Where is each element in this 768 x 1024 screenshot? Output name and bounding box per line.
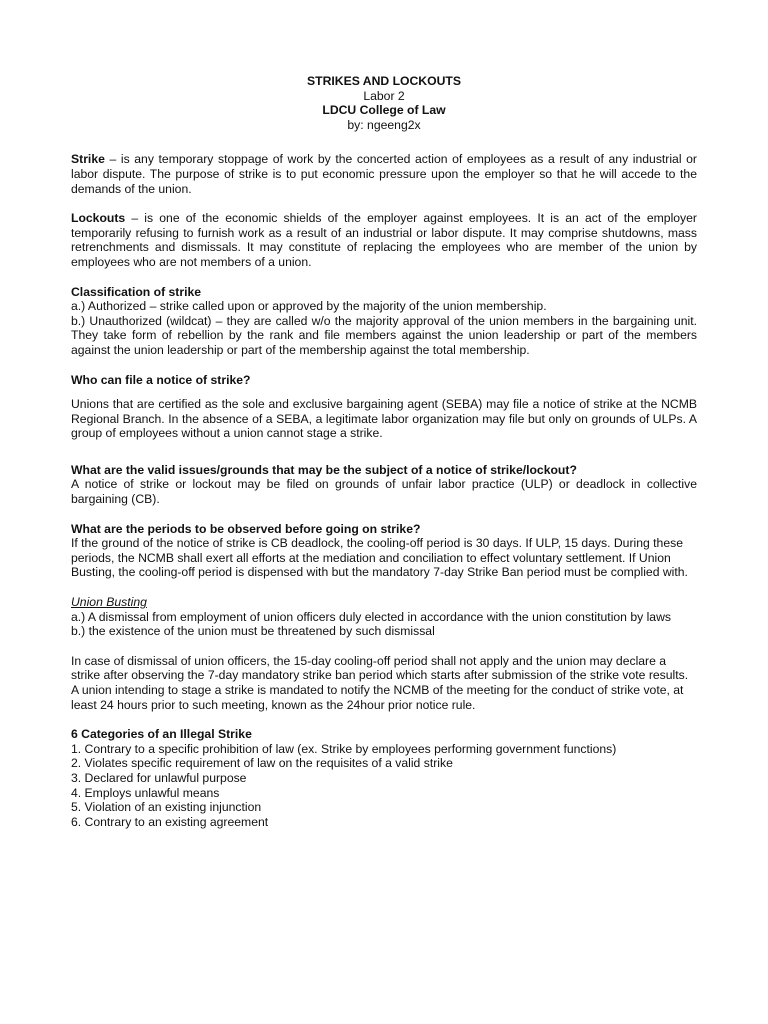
document-header bbox=[71, 74, 697, 132]
dismissal-section bbox=[71, 654, 697, 712]
who-text: Unions that are certified as the sole and exclusive bargaining agent (SEBA) may file a notice of strike at the NCMB Regional Branch. In the absence of a SEBA, a legitimate labor organization may file but only on grounds of ULPs. A group of employees without a union cannot stage a strike. bbox=[71, 397, 697, 441]
list-item: 6. Contrary to an existing agreement bbox=[71, 814, 269, 829]
union-busting-item-a: a.) A dismissal from employment of union officers duly elected in accordance with the union constitution by laws bbox=[71, 609, 671, 624]
list-item: 2. Violates specific requirement of law on the requisites of a valid strike bbox=[71, 756, 453, 771]
list-item: 3. Declared for unlawful purpose bbox=[71, 770, 247, 785]
classification-section bbox=[71, 285, 697, 358]
strike-term: Strike bbox=[71, 152, 105, 167]
document-subject: Labor 2 bbox=[363, 88, 405, 103]
classification-heading: Classification of strike bbox=[71, 284, 202, 299]
union-busting-item-b: b.) the existence of the union must be threatened by such dismissal bbox=[71, 624, 435, 639]
periods-text: If the ground of the notice of strike is CB deadlock, the cooling-off period is 30 days. If ULP, 15 days. During these periods, the NCMB shall exert all efforts at the mediation and conciliation to effect voluntary settlement. If Union Busting, the cooling-off period is dispensed with but the mandatory 7-day Strike Ban period must be complied with. bbox=[71, 536, 688, 580]
lockouts-term: Lockouts bbox=[71, 211, 126, 226]
document-author: by: ngeeng2x bbox=[347, 117, 421, 132]
lockouts-text: – is one of the economic shields of the employer against employees. It is an act of the employer temporarily refusing to furnish work as a result of an industrial or labor dispute. It may comprise shutdowns, mass retrenchments and dismissals. It may constitute of replacing the employees who are member of the union by employees who are not members of a union. bbox=[71, 211, 697, 269]
list-item: 4. Employs unlawful means bbox=[71, 785, 220, 800]
strike-definition bbox=[71, 152, 697, 196]
document-school: LDCU College of Law bbox=[322, 103, 446, 118]
list-item: 5. Violation of an existing injunction bbox=[71, 800, 262, 815]
list-item: 1. Contrary to a specific prohibition of law (ex. Strike by employees performing government functions) bbox=[71, 741, 617, 756]
lockouts-definition bbox=[71, 211, 697, 269]
illegal-strike-section bbox=[71, 727, 697, 829]
periods-section bbox=[71, 522, 697, 580]
who-section bbox=[71, 373, 697, 441]
grounds-section bbox=[71, 463, 697, 507]
union-busting-section bbox=[71, 595, 697, 639]
grounds-heading: What are the valid issues/grounds that may be the subject of a notice of strike/lockout? bbox=[71, 462, 577, 477]
who-heading: Who can file a notice of strike? bbox=[71, 372, 251, 387]
union-busting-heading: Union Busting bbox=[71, 595, 147, 610]
grounds-text: A notice of strike or lockout may be filed on grounds of unfair labor practice (ULP) or deadlock in collective bargaining (CB). bbox=[71, 477, 697, 507]
classification-item-b: b.) Unauthorized (wildcat) – they are called w/o the majority approval of the union members in the bargaining unit. They take form of rebellion by the rank and file members against the union leadership or part of the members against the union leadership or part of the membership against the total membership. bbox=[71, 313, 697, 357]
document-title: STRIKES AND LOCKOUTS bbox=[307, 74, 461, 88]
strike-text: – is any temporary stoppage of work by the concerted action of employees as a result of any industrial or labor dispute. The purpose of strike is to put economic pressure upon the employer so that he will accede to the demands of the union. bbox=[71, 152, 697, 196]
illegal-strike-list bbox=[71, 742, 697, 830]
document-page bbox=[71, 74, 697, 829]
classification-item-a: a.) Authorized – strike called upon or approved by the majority of the union membership. bbox=[71, 299, 547, 314]
periods-heading: What are the periods to be observed before going on strike? bbox=[71, 521, 421, 536]
dismissal-paragraph-2: A union intending to stage a strike is mandated to notify the NCMB of the meeting for the conduct of strike vote, at least 24 hours prior to such meeting, known as the 24hour prior notice rule. bbox=[71, 683, 684, 712]
illegal-strike-heading: 6 Categories of an Illegal Strike bbox=[71, 727, 252, 742]
dismissal-paragraph-1: In case of dismissal of union officers, the 15-day cooling-off period shall not apply and the union may declare a strike after observing the 7-day mandatory strike ban period which starts after submission of the strike vote results. bbox=[71, 653, 689, 683]
